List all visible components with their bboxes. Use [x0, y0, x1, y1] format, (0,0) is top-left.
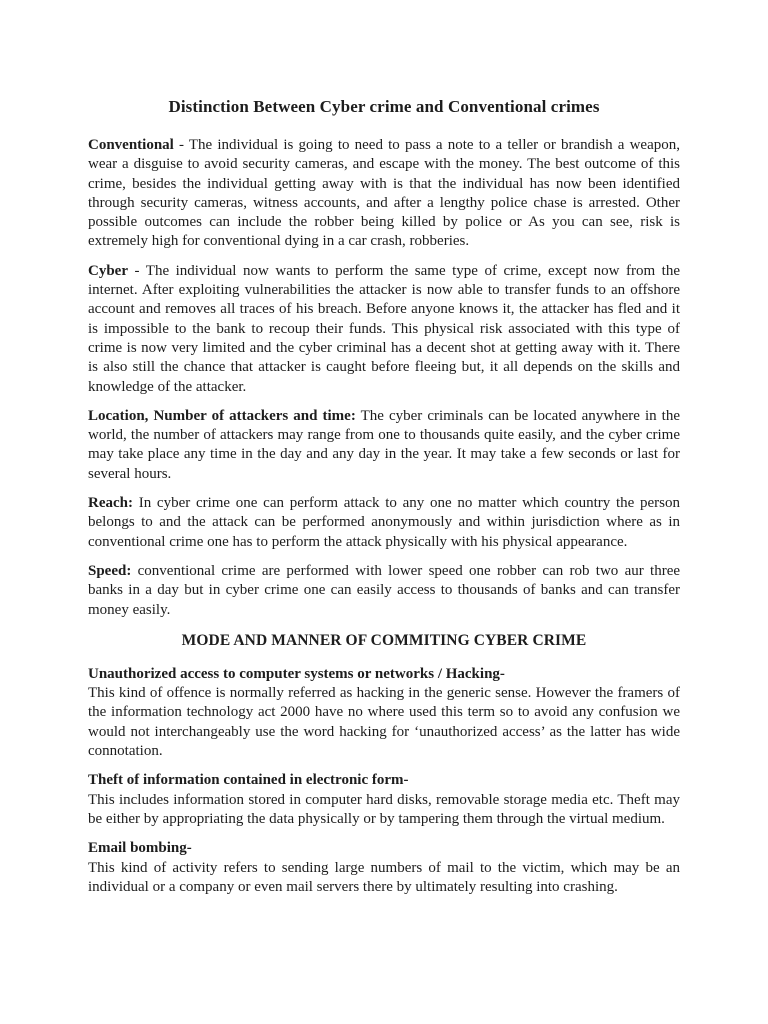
paragraph-cyber: [88, 262, 680, 397]
section-label-speed: Speed:: [88, 562, 132, 579]
page-title: Distinction Between Cyber crime and Conventional crimes: [168, 97, 600, 116]
paragraph-speed: [88, 562, 680, 620]
topic-hacking: [88, 665, 680, 761]
section-label-location: Location, Number of attackers and time:: [88, 407, 356, 424]
section-label-conventional: Conventional: [88, 137, 174, 153]
topic-theft-of-information: [88, 771, 680, 829]
topic-email-bombing: [88, 839, 680, 897]
topic-body-hacking: This kind of offence is normally referred as hacking in the generic sense. However the framers of the information technology act 2000 have no where used this term so to avoid any confusion we would not interchangeably use the word hacking for ‘unauthorized access’ as the latter has wide connotation.: [88, 685, 680, 760]
paragraph-reach: [88, 494, 680, 552]
section-heading-mode-and-manner: MODE AND MANNER OF COMMITING CYBER CRIME: [181, 631, 587, 649]
paragraph-location: [88, 407, 680, 484]
topic-heading-hacking: Unauthorized access to computer systems or networks / Hacking-: [88, 665, 505, 682]
section-text-reach: In cyber crime one can perform attack to any one no matter which country the person belongs to and the attack can be performed anonymously and within jurisdiction where as in conventional crime one has to perform the attack physically with his physical appearance.: [88, 495, 681, 550]
topic-body-theft-of-information: This includes information stored in computer hard disks, removable storage media etc. Theft may be either by appropriating the data physically or by tampering them through the virtual medium.: [88, 791, 680, 827]
topic-heading-theft-of-information: Theft of information contained in electronic form-: [88, 772, 409, 789]
section-text-cyber: - The individual now wants to perform the same type of crime, except now from the internet. After exploiting vulnerabilities the attacker is now able to transfer funds to an offshore account and removes all traces of his breach. Before anyone knows it, the attacker has fled and it is impossible to the bank to recoup their funds. This physical risk associated with this type of crime is now very limited and the cyber criminal has a decent shot at getting away with it. There is also still the chance that attacker is caught before fleeing but, it all depends on the skills and knowledge of the attacker.: [88, 262, 680, 395]
section-text-speed: conventional crime are performed with lower speed one robber can rob two aur three banks in a day but in cyber crime one can easily access to thousands of banks and can transfer money easily.: [88, 562, 681, 618]
paragraph-conventional: [88, 136, 680, 252]
section-label-cyber: Cyber: [88, 262, 128, 279]
section-text-location: The cyber criminals can be located anywhere in the world, the number of attackers may range from one to thousands quite easily, and the cyber crime may take place any time in the day and any day in the year. It may take a few seconds or last for several hours.: [88, 407, 681, 482]
section-label-reach: Reach:: [88, 495, 133, 512]
topic-body-email-bombing: This kind of activity refers to sending large numbers of mail to the victim, which may be an individual or a company or even mail servers there by ultimately resulting into crashing.: [88, 859, 680, 895]
topic-heading-email-bombing: Email bombing-: [88, 840, 192, 857]
section-text-conventional: - The individual is going to need to pass a note to a teller or brandish a weapon, wear a disguise to avoid security cameras, and escape with the money. The best outcome of this crime, besides the individual getting away with is that the individual has now been identified through security cameras, witness accounts, and after a lengthy police chase is arrested. Other possible outcomes can include the robber being killed by police or As you can see, risk is extremely high for conventional dying in a car crash, robberies.: [88, 137, 680, 250]
